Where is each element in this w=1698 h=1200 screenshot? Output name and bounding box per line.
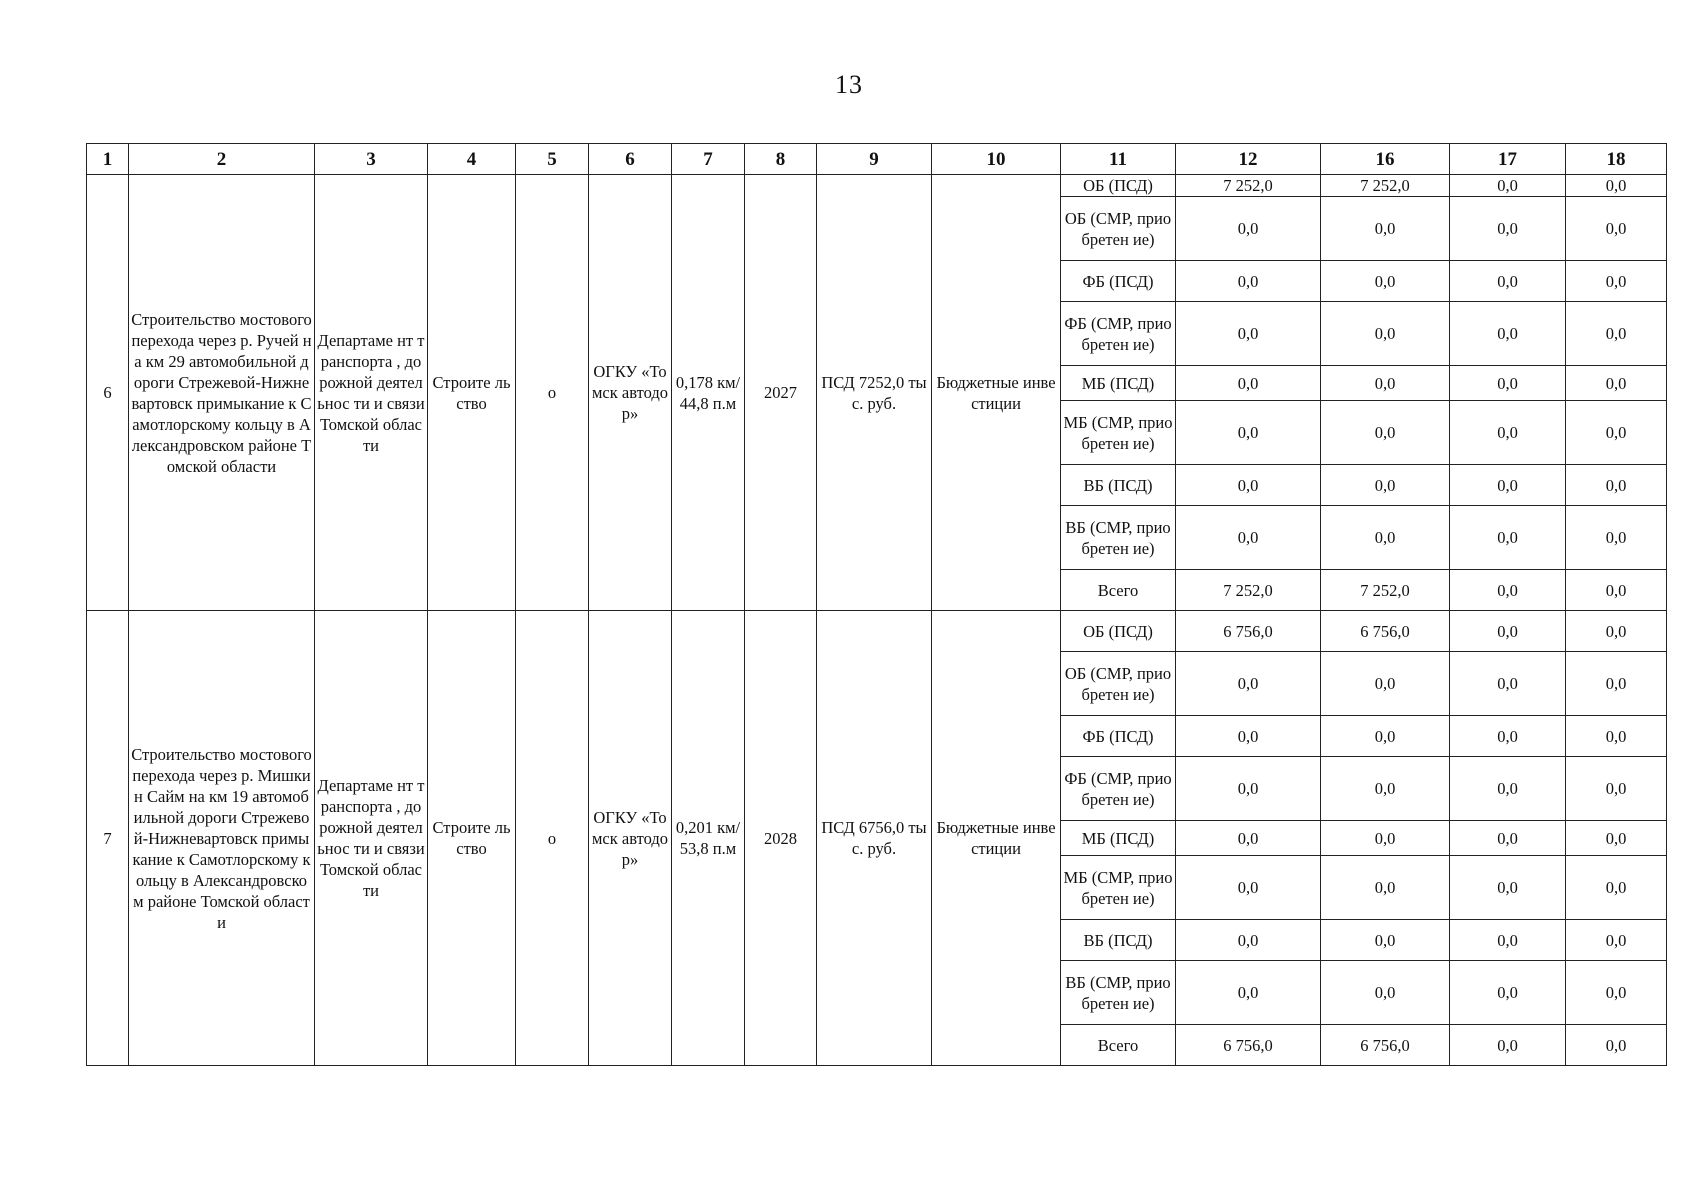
header-cell: 12	[1176, 144, 1321, 175]
department: Департаме нт транспорта , дорожной деятельнос ти и связи Томской области	[315, 175, 428, 611]
year: 2028	[745, 611, 817, 1066]
value-12: 0,0	[1176, 961, 1321, 1025]
value-12: 0,0	[1176, 197, 1321, 261]
funding-source: Всего	[1061, 1025, 1176, 1066]
value-16: 0,0	[1321, 366, 1450, 401]
value-17: 0,0	[1450, 1025, 1566, 1066]
value-16: 0,0	[1321, 821, 1450, 856]
funding-source: МБ (ПСД)	[1061, 821, 1176, 856]
table-row	[87, 175, 1667, 197]
header-cell: 18	[1566, 144, 1667, 175]
value-16: 0,0	[1321, 506, 1450, 570]
page-number: 13	[835, 70, 863, 99]
funding-source: Всего	[1061, 570, 1176, 611]
header-row	[87, 144, 1667, 175]
value-16: 0,0	[1321, 197, 1450, 261]
value-18: 0,0	[1566, 1025, 1667, 1066]
value-16: 0,0	[1321, 920, 1450, 961]
funding-source: ФБ (ПСД)	[1061, 261, 1176, 302]
value-12: 0,0	[1176, 716, 1321, 757]
value-18: 0,0	[1566, 821, 1667, 856]
header-cell: 6	[589, 144, 672, 175]
value-17: 0,0	[1450, 506, 1566, 570]
row-number: 6	[87, 175, 129, 611]
value-18: 0,0	[1566, 261, 1667, 302]
capacity: 0,178 км/ 44,8 п.м	[672, 175, 745, 611]
value-17: 0,0	[1450, 716, 1566, 757]
cost: ПСД 6756,0 тыс. руб.	[817, 611, 932, 1066]
header-cell: 2	[129, 144, 315, 175]
funding-source: ФБ (СМР, приобретен ие)	[1061, 302, 1176, 366]
department: Департаме нт транспорта , дорожной деятельнос ти и связи Томской области	[315, 611, 428, 1066]
invest-type: Бюджетные инвестиции	[932, 611, 1061, 1066]
value-17: 0,0	[1450, 961, 1566, 1025]
value-12: 6 756,0	[1176, 611, 1321, 652]
value-12: 0,0	[1176, 856, 1321, 920]
value-17: 0,0	[1450, 366, 1566, 401]
value-18: 0,0	[1566, 652, 1667, 716]
value-16: 0,0	[1321, 757, 1450, 821]
col5-value: о	[516, 611, 589, 1066]
value-12: 7 252,0	[1176, 570, 1321, 611]
row-number: 7	[87, 611, 129, 1066]
investment-table	[86, 143, 1667, 1066]
value-12: 0,0	[1176, 401, 1321, 465]
value-17: 0,0	[1450, 197, 1566, 261]
value-17: 0,0	[1450, 611, 1566, 652]
value-18: 0,0	[1566, 856, 1667, 920]
year: 2027	[745, 175, 817, 611]
value-12: 0,0	[1176, 261, 1321, 302]
value-16: 0,0	[1321, 302, 1450, 366]
funding-source: ОБ (СМР, приобретен ие)	[1061, 197, 1176, 261]
value-18: 0,0	[1566, 465, 1667, 506]
value-17: 0,0	[1450, 175, 1566, 197]
value-16: 6 756,0	[1321, 1025, 1450, 1066]
value-12: 0,0	[1176, 302, 1321, 366]
value-18: 0,0	[1566, 611, 1667, 652]
value-17: 0,0	[1450, 302, 1566, 366]
cost: ПСД 7252,0 тыс. руб.	[817, 175, 932, 611]
value-12: 0,0	[1176, 465, 1321, 506]
value-18: 0,0	[1566, 302, 1667, 366]
header-cell: 8	[745, 144, 817, 175]
header-cell: 16	[1321, 144, 1450, 175]
funding-source: ФБ (ПСД)	[1061, 716, 1176, 757]
value-12: 0,0	[1176, 757, 1321, 821]
value-16: 0,0	[1321, 465, 1450, 506]
value-16: 0,0	[1321, 652, 1450, 716]
funding-source: ОБ (СМР, приобретен ие)	[1061, 652, 1176, 716]
value-12: 0,0	[1176, 366, 1321, 401]
work-type: Строите льство	[428, 611, 516, 1066]
value-17: 0,0	[1450, 920, 1566, 961]
header-cell: 5	[516, 144, 589, 175]
header-cell: 7	[672, 144, 745, 175]
value-16: 0,0	[1321, 716, 1450, 757]
value-12: 6 756,0	[1176, 1025, 1321, 1066]
header-cell: 10	[932, 144, 1061, 175]
value-18: 0,0	[1566, 920, 1667, 961]
work-type: Строите льство	[428, 175, 516, 611]
customer: ОГКУ «Томск автодо р»	[589, 611, 672, 1066]
value-16: 6 756,0	[1321, 611, 1450, 652]
value-18: 0,0	[1566, 366, 1667, 401]
value-16: 7 252,0	[1321, 175, 1450, 197]
customer: ОГКУ «Томск автодо р»	[589, 175, 672, 611]
value-18: 0,0	[1566, 570, 1667, 611]
funding-source: ОБ (ПСД)	[1061, 611, 1176, 652]
value-16: 0,0	[1321, 961, 1450, 1025]
object-name: Строительство мостового перехода через р. Мишкин Сайм на км 19 автомобильной дороги Стрежевой-Нижневартовск примыкание к Самотлорскому кольцу в Александровском районе Томской области	[129, 611, 315, 1066]
funding-source: МБ (СМР, приобретен ие)	[1061, 401, 1176, 465]
value-16: 0,0	[1321, 856, 1450, 920]
value-17: 0,0	[1450, 652, 1566, 716]
header-cell: 4	[428, 144, 516, 175]
funding-source: ОБ (ПСД)	[1061, 175, 1176, 197]
value-16: 7 252,0	[1321, 570, 1450, 611]
table-row	[87, 611, 1667, 652]
funding-source: МБ (ПСД)	[1061, 366, 1176, 401]
value-18: 0,0	[1566, 175, 1667, 197]
object-name: Строительство мостового перехода через р. Ручей на км 29 автомобильной дороги Стрежевой-Нижневартовск примыкание к Самотлорскому кольцу в Александровском районе Томской области	[129, 175, 315, 611]
header-cell: 11	[1061, 144, 1176, 175]
header-cell: 17	[1450, 144, 1566, 175]
value-17: 0,0	[1450, 465, 1566, 506]
value-18: 0,0	[1566, 401, 1667, 465]
value-12: 0,0	[1176, 920, 1321, 961]
value-18: 0,0	[1566, 757, 1667, 821]
value-18: 0,0	[1566, 716, 1667, 757]
header-cell: 9	[817, 144, 932, 175]
value-17: 0,0	[1450, 757, 1566, 821]
value-12: 0,0	[1176, 506, 1321, 570]
header-cell: 3	[315, 144, 428, 175]
invest-type: Бюджетные инвестиции	[932, 175, 1061, 611]
value-17: 0,0	[1450, 401, 1566, 465]
value-12: 0,0	[1176, 652, 1321, 716]
funding-source: ВБ (СМР, приобретен ие)	[1061, 961, 1176, 1025]
col5-value: о	[516, 175, 589, 611]
value-16: 0,0	[1321, 261, 1450, 302]
header-cell: 1	[87, 144, 129, 175]
value-17: 0,0	[1450, 821, 1566, 856]
value-17: 0,0	[1450, 261, 1566, 302]
value-17: 0,0	[1450, 570, 1566, 611]
value-18: 0,0	[1566, 961, 1667, 1025]
value-18: 0,0	[1566, 506, 1667, 570]
funding-source: МБ (СМР, приобретен ие)	[1061, 856, 1176, 920]
funding-source: ФБ (СМР, приобретен ие)	[1061, 757, 1176, 821]
value-12: 7 252,0	[1176, 175, 1321, 197]
funding-source: ВБ (ПСД)	[1061, 465, 1176, 506]
funding-source: ВБ (СМР, приобретен ие)	[1061, 506, 1176, 570]
capacity: 0,201 км/ 53,8 п.м	[672, 611, 745, 1066]
funding-source: ВБ (ПСД)	[1061, 920, 1176, 961]
value-12: 0,0	[1176, 821, 1321, 856]
value-18: 0,0	[1566, 197, 1667, 261]
value-16: 0,0	[1321, 401, 1450, 465]
value-17: 0,0	[1450, 856, 1566, 920]
